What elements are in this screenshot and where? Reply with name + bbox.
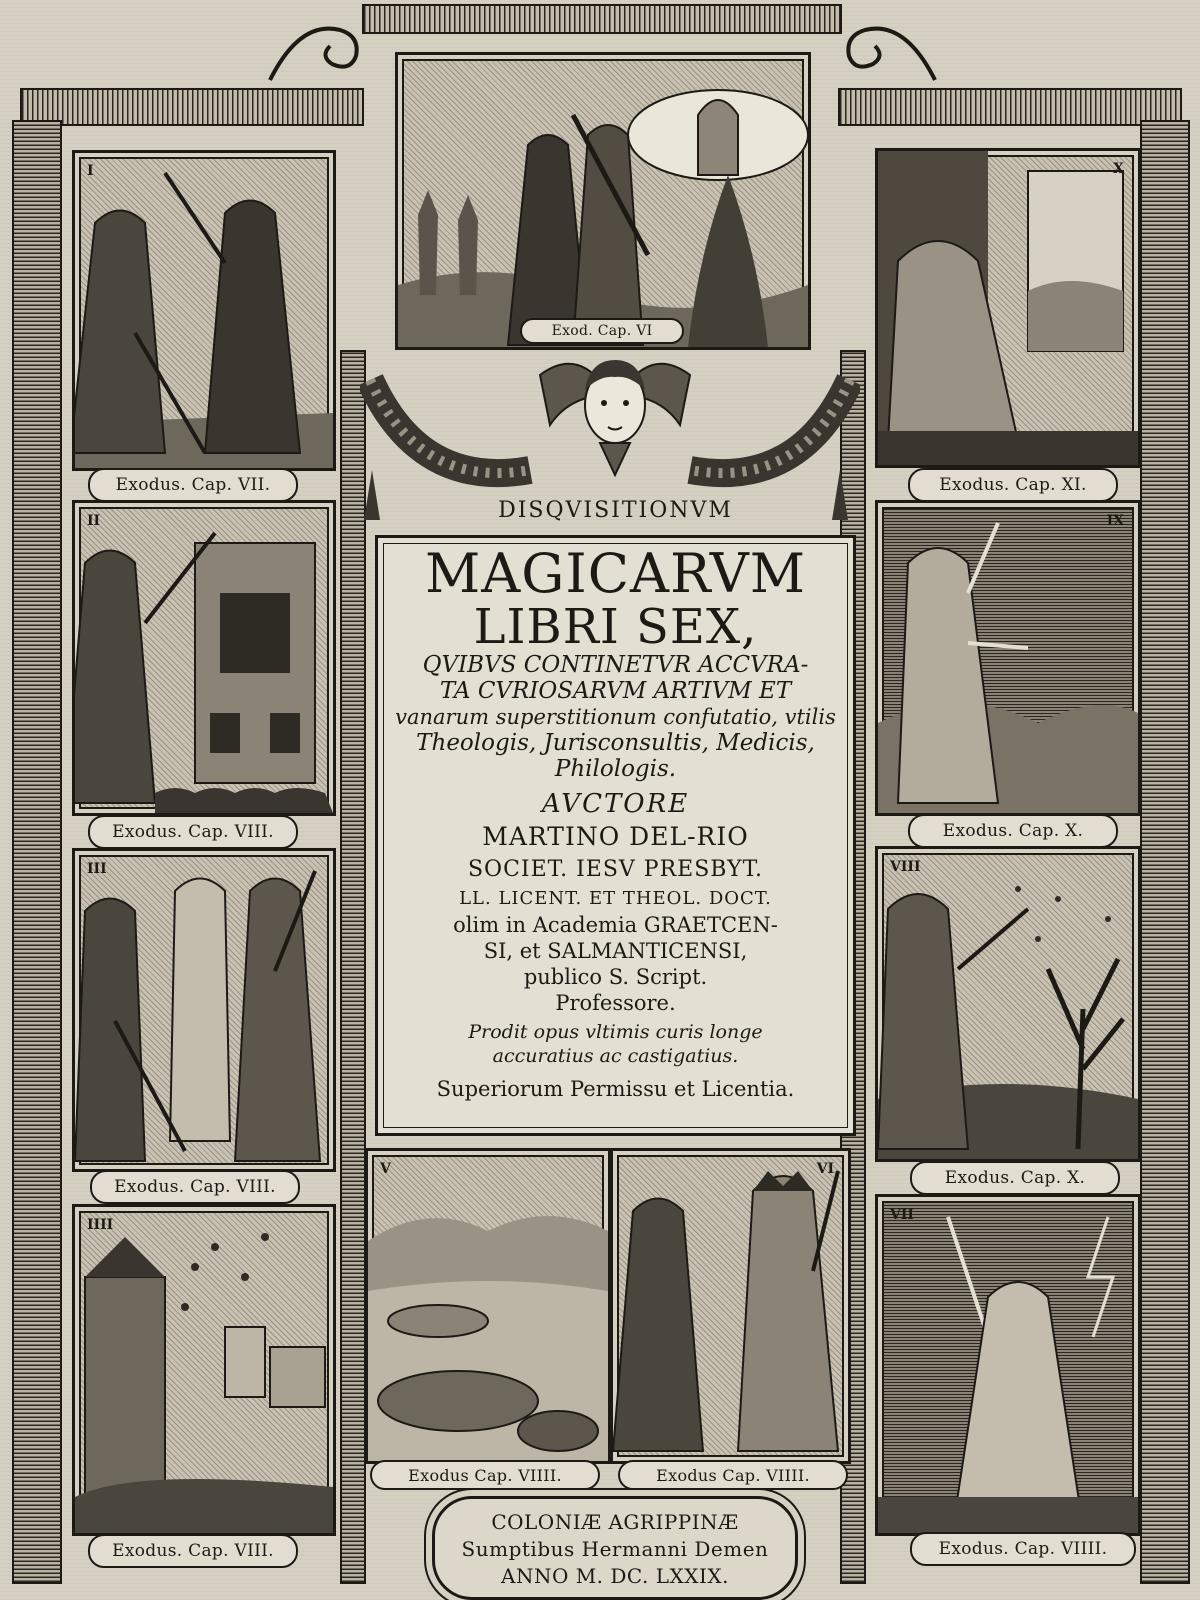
scene-left-3 [72,848,336,1172]
caption-top-center: Exod. Cap. VI [520,318,684,344]
scene-right-1 [875,148,1141,468]
right-cornice [838,88,1182,126]
title-line-2: MAGICARVM [424,542,807,605]
academy-line-3: publico S. Script. [523,965,708,989]
scene-numeral: VII [890,1207,914,1223]
prodit-line-1: Prodit opus vltimis curis longe [468,1021,763,1043]
imprint-line-3: ANNO M. DC. LXXIX. [501,1564,729,1588]
prodit-line-2: accuratius ac castigatius. [492,1045,739,1067]
caption-right-3: Exodus. Cap. X. [910,1161,1120,1195]
scene-numeral: VI [816,1161,834,1177]
superiorum-line: Superiorum Permissu et Licentia. [436,1077,795,1101]
scene-numeral: II [87,513,101,529]
title-line-3: LIBRI SEX, [473,599,758,655]
top-cornice [362,4,842,34]
author-line-2: SOCIET. IESV PRESBYT. [467,857,764,882]
caption-bottom-left: Exodus Cap. VIIII. [370,1460,600,1490]
scene-numeral: I [87,163,94,179]
caption-right-4: Exodus. Cap. VIIII. [910,1532,1136,1566]
subtitle-line-5: Philologis. [554,756,677,782]
degree-line: LL. LICENT. ET THEOL. DOCT. [459,888,772,909]
scroll-ornament-left [260,0,370,90]
scene-left-2 [72,500,336,816]
caption-right-1: Exodus. Cap. XI. [908,468,1118,502]
scroll-ornament-right [835,0,945,90]
auctore-label: AVCTORE [541,789,690,819]
inner-left-pillar [340,350,366,1584]
imprint-cartouche [432,1496,798,1600]
scene-right-3 [875,846,1141,1162]
scene-left-1 [72,150,336,471]
academy-line-1: olim in Academia GRAETCEN- [453,913,778,937]
right-pillar [1140,120,1190,1584]
winged-cherub [530,335,700,485]
subtitle-line-2: TA CVRIOSARVM ARTIVM ET [439,678,792,704]
scene-numeral: III [87,861,107,877]
subtitle-line-3: vanarum superstitionum confutatio, vtilis [395,705,836,729]
caption-left-4: Exodus. Cap. VIII. [88,1534,298,1568]
caption-bottom-right: Exodus Cap. VIIII. [618,1460,848,1490]
scene-bottom-left [365,1148,611,1464]
caption-left-3: Exodus. Cap. VIII. [90,1170,300,1204]
scene-numeral: VIII [890,859,921,875]
left-pillar [12,120,62,1584]
left-cornice [20,88,364,126]
academy-line-4: Professore. [555,991,676,1015]
scene-bottom-right [610,1148,851,1464]
imprint-line-2: Sumptibus Hermanni Demen [461,1537,769,1561]
caption-left-2: Exodus. Cap. VIII. [88,815,298,849]
scene-numeral: IX [1106,513,1124,529]
academy-line-2: SI, et SALMANTICENSI, [483,939,748,963]
scene-numeral: X [1113,161,1124,177]
caption-left-1: Exodus. Cap. VII. [88,468,298,502]
scene-exod-cap-vi [395,52,811,350]
title-block [375,498,856,1136]
scene-numeral: IIII [87,1217,114,1233]
imprint-line-1: COLONIÆ AGRIPPINÆ [491,1510,739,1534]
scene-right-4 [875,1194,1141,1536]
subtitle-line-1: QVIBVS CONTINETVR ACCVRA- [422,652,809,678]
scene-right-2 [875,500,1141,816]
caption-right-2: Exodus. Cap. X. [908,814,1118,848]
title-line-1: DISQVISITIONVM [498,498,733,523]
author-line-1: MARTINO DEL-RIO [482,822,749,851]
scene-left-4 [72,1204,336,1536]
subtitle-line-4: Theologis, Jurisconsultis, Medicis, [416,730,815,756]
scene-numeral: V [380,1161,391,1177]
